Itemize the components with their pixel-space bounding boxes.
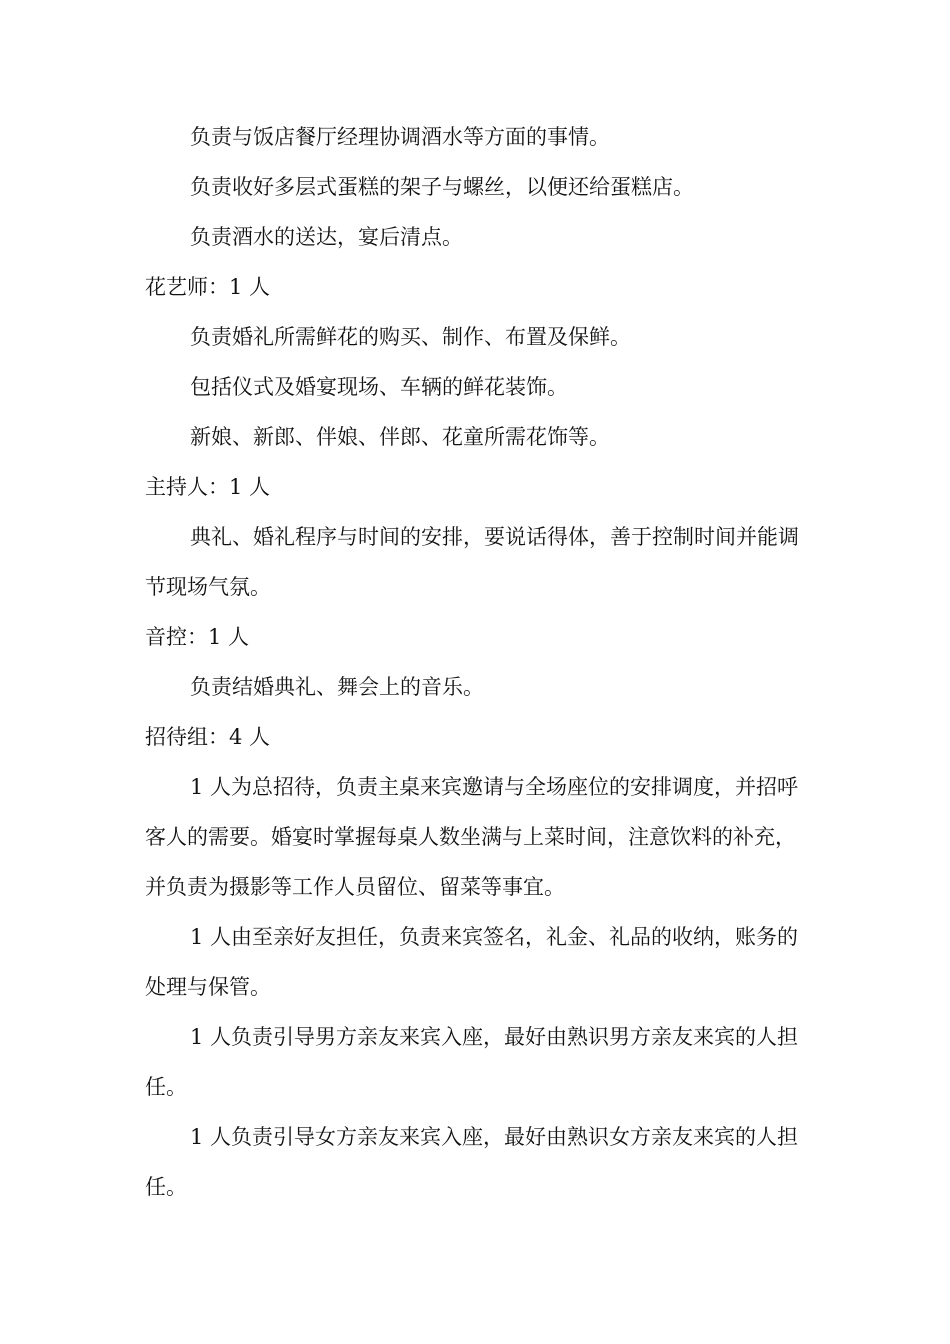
paragraph-line: 负责酒水的送达，宴后清点。 <box>190 225 463 249</box>
paragraph-line: 典礼、婚礼程序与时间的安排，要说话得体，善于控制时间并能调 <box>190 525 799 549</box>
paragraph-line: 负责收好多层式蛋糕的架子与螺丝，以便还给蛋糕店。 <box>190 175 694 199</box>
paragraph-line: 负责婚礼所需鲜花的购买、制作、布置及保鲜。 <box>190 325 631 349</box>
paragraph-line: 1 人由至亲好友担任，负责来宾签名，礼金、礼品的收纳，账务的 <box>190 925 799 949</box>
paragraph-line: 负责与饭店餐厅经理协调酒水等方面的事情。 <box>190 125 610 149</box>
paragraph-line: 节现场气氛。 <box>145 575 271 599</box>
paragraph-line: 1 人负责引导男方亲友来宾入座，最好由熟识男方亲友来宾的人担 <box>190 1025 799 1049</box>
section-heading: 花艺师：1 人 <box>145 275 271 299</box>
paragraph-line: 客人的需要。婚宴时掌握每桌人数坐满与上菜时间，注意饮料的补充， <box>145 825 796 849</box>
section-heading: 主持人：1 人 <box>145 475 271 499</box>
paragraph-line: 1 人为总招待，负责主桌来宾邀请与全场座位的安排调度，并招呼 <box>190 775 799 799</box>
paragraph-line: 包括仪式及婚宴现场、车辆的鲜花装饰。 <box>190 375 568 399</box>
paragraph-line: 并负责为摄影等工作人员留位、留菜等事宜。 <box>145 875 565 899</box>
section-heading: 音控：1 人 <box>145 625 250 649</box>
paragraph-line: 任。 <box>145 1075 187 1099</box>
paragraph-line: 新娘、新郎、伴娘、伴郎、花童所需花饰等。 <box>190 425 610 449</box>
paragraph-line: 1 人负责引导女方亲友来宾入座，最好由熟识女方亲友来宾的人担 <box>190 1125 799 1149</box>
paragraph-line: 负责结婚典礼、舞会上的音乐。 <box>190 675 484 699</box>
paragraph-line: 处理与保管。 <box>145 975 271 999</box>
section-heading: 招待组：4 人 <box>145 725 271 749</box>
paragraph-line: 任。 <box>145 1175 187 1199</box>
